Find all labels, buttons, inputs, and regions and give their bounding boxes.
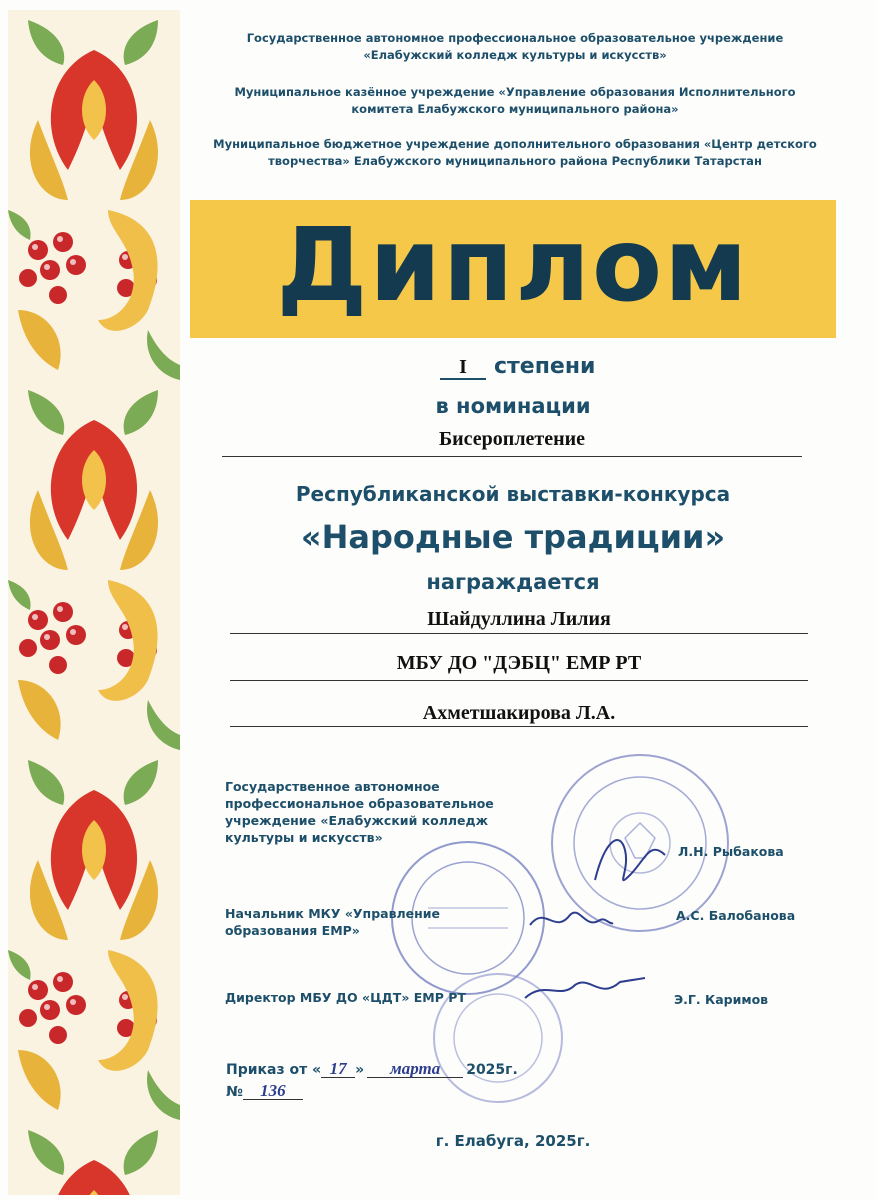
- order-day: 17: [321, 1060, 355, 1078]
- awarded-label: награждается: [426, 570, 600, 594]
- order-number-prefix: №: [226, 1084, 243, 1100]
- signer-1-position: Государственное автономное профессиональное образовательное учреждение «Елабужский колледж культуры и искусств»: [225, 779, 494, 845]
- degree-label: степени: [494, 354, 596, 379]
- nomination-underline: [222, 456, 802, 457]
- header-org-2: Муниципальное казённое учреждение «Управление образования Исполнительного комитета Елабужского муниципального района»: [234, 85, 796, 116]
- organization-underline: [230, 680, 808, 681]
- order-year: 2025г.: [466, 1062, 518, 1078]
- header-org-3: Муниципальное бюджетное учреждение дополнительного образования «Центр детского творчества» Елабужского муниципального района Республики Татарстан: [213, 137, 817, 168]
- recipient-organization: МБУ ДО "ДЭБЦ" ЕМР РТ: [396, 652, 642, 674]
- recipient-name-underline: [230, 633, 808, 634]
- degree-line: [440, 354, 595, 380]
- signer-2-position: Начальник МКУ «Управление образования ЕМР»: [225, 906, 440, 938]
- signer-3-name: Э.Г. Каримов: [674, 992, 769, 1007]
- contest-line: Республиканской выставки-конкурса: [295, 482, 731, 506]
- header-org-1: Государственное автономное профессиональное образовательное учреждение «Елабужский колледж культуры и искусств»: [246, 31, 784, 62]
- teacher-name: Ахметшакирова Л.А.: [422, 702, 616, 724]
- contest-name: «Народные традиции»: [300, 518, 726, 556]
- order-line: [226, 1060, 518, 1079]
- signature-balobanova: [525, 895, 615, 955]
- order-number-line: [226, 1082, 303, 1101]
- signature-rybakova: [585, 820, 675, 900]
- diploma-title: Диплом: [276, 206, 750, 325]
- signature-karimov: [520, 970, 650, 1010]
- nomination-label: в номинации: [435, 394, 591, 418]
- recipient-name: Шайдуллина Лилия: [427, 608, 611, 630]
- degree-number: I: [440, 356, 486, 380]
- signer-1-name: Л.Н. Рыбакова: [678, 844, 784, 859]
- footer-city-year: г. Елабуга, 2025г.: [435, 1132, 591, 1150]
- nomination-value: Бисероплетение: [438, 428, 586, 450]
- order-mid: »: [355, 1062, 365, 1078]
- order-number: 136: [243, 1082, 303, 1100]
- teacher-underline: [230, 726, 808, 727]
- folk-ornament-border: [8, 10, 180, 1195]
- order-prefix: Приказ от «: [226, 1062, 322, 1078]
- order-month: марта: [367, 1060, 463, 1078]
- signer-3-position: Директор МБУ ДО «ЦДТ» ЕМР РТ: [225, 990, 466, 1005]
- signer-2-name: А.С. Балобанова: [676, 908, 796, 923]
